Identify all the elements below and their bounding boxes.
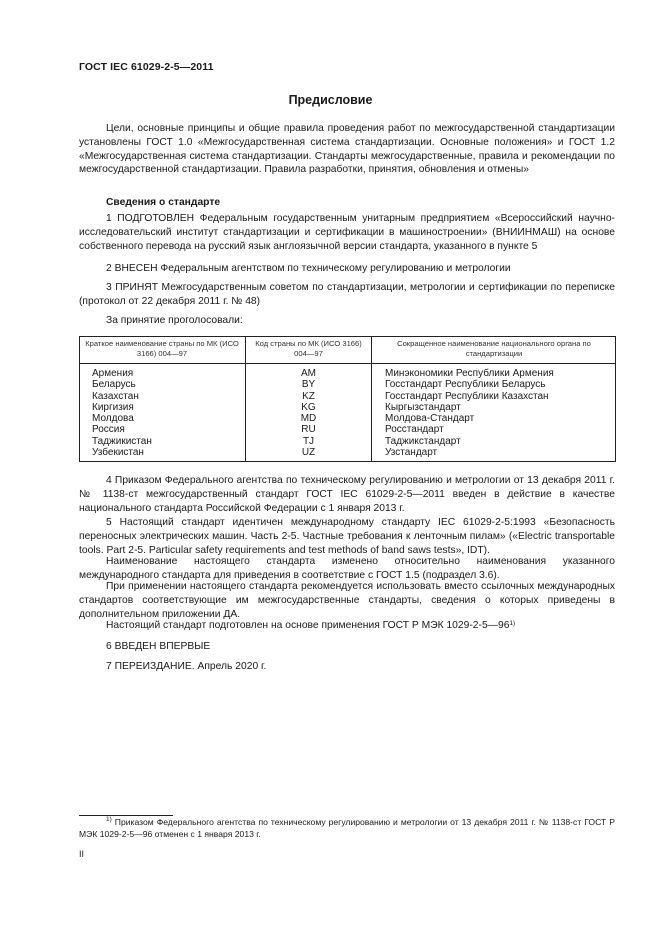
table-cell-body: Госстандарт Республики Беларусь	[372, 379, 617, 390]
footnote-marker: 1)	[106, 816, 112, 823]
item-5: 5 Настоящий стандарт идентичен международному стандарту IEC 61029-2-5:1993 «Безопасность переносных электрических машин. Часть 2-5. Частные требования к ленточным пилам» («Electric transportable tools. Part 2-5. Particular safety requirements and test methods of band saws tests», IDT).	[79, 517, 615, 556]
intro-paragraph: Цели, основные принципы и общие правила проведения работ по межгосударственной стандартизации установлены ГОСТ 1.0 «Межгосударственная система стандартизации. Основные положения» и ГОСТ 1.2 «Межгосударственная система стандартизации. Стандарты межгосударственные, правила и рекомендации по межгосударственной стандартизации. Правила разработки, принятия, обновления и отмены»	[79, 123, 615, 176]
item-5-references-note: При применении настоящего стандарта рекомендуется использовать вместо ссылочных международных стандартов соответствующие им межгосударственные стандарты, сведения о которых приведены в дополнительном приложении ДА.	[79, 581, 615, 620]
basis-text: Настоящий стандарт подготовлен на основе применения ГОСТ Р МЭК 1029-2-5—96	[106, 620, 510, 631]
table-row	[79, 391, 616, 402]
table-cell-code: UZ	[246, 447, 372, 461]
table-cell-body: Молдова-Стандарт	[372, 413, 617, 424]
item-2: 2 ВНЕСЕН Федеральным агентством по техническому регулированию и метрологии	[106, 263, 511, 274]
table-cell-country: Казахстан	[92, 390, 139, 402]
table-header-body: Сокращенное наименование национального органа по стандартизации	[372, 336, 617, 364]
table-header-code: Код страны по МК (ИСО 3166) 004—97	[246, 336, 372, 364]
document-header: ГОСТ IEC 61029-2-5—2011	[79, 61, 214, 73]
item-7: 7 ПЕРЕИЗДАНИЕ. Апрель 2020 г.	[106, 661, 267, 672]
table-cell-body: Таджикстандарт	[372, 436, 617, 447]
page-title: Предисловие	[288, 93, 373, 107]
footnote-text: Приказом Федерального агентства по техническому регулированию и метрологии от 13 декабря 2011 г. № 1138-ст ГОСТ Р МЭК 1029-2-5—96 отменен с 1 января 2013 г.	[79, 817, 616, 839]
table-cell-country: Узбекистан	[92, 447, 144, 459]
footnote	[79, 816, 615, 840]
table-cell-country: Беларусь	[92, 379, 136, 391]
vote-intro: За принятие проголосовали:	[106, 315, 243, 326]
table-row	[79, 364, 616, 380]
page-number: II	[79, 849, 85, 859]
table-cell-code: KZ	[246, 391, 372, 402]
item-5-rename-note: Наименование настоящего стандарта изменено относительно наименования указанного международного стандарта для приведения в соответствие с ГОСТ 1.5 (подраздел 3.6).	[79, 556, 615, 581]
item-6: 6 ВВЕДЕН ВПЕРВЫЕ	[106, 641, 211, 652]
table-row	[79, 436, 616, 447]
table-cell-code: MD	[246, 413, 372, 424]
item-5-basis-note	[79, 619, 615, 633]
table-cell-country: Армения	[92, 368, 134, 379]
item-1: 1 ПОДГОТОВЛЕН Федеральным государственным унитарным предприятием «Всероссийский научно-исследовательский институт стандартизации и сертификации в машиностроении» (ВНИИНМАШ) на основе собственного перевода на русский язык англоязычной версии стандарта, указанного в пункте 5	[79, 213, 615, 252]
table-row	[79, 402, 616, 413]
table-row	[79, 424, 616, 435]
table-cell-country: Молдова	[92, 413, 134, 425]
table-row	[79, 379, 616, 390]
table-cell-code: AM	[246, 364, 372, 380]
table-cell-body: Росстандарт	[372, 424, 617, 435]
table-cell-body: Узстандарт	[372, 447, 617, 461]
footnote-marker[interactable]: 1)	[509, 620, 516, 627]
table-cell-body: Госстандарт Республики Казахстан	[372, 391, 617, 402]
table-header-row	[79, 336, 616, 364]
section-title: Сведения о стандарте	[106, 197, 221, 208]
table-cell-country: Таджикистан	[92, 435, 152, 447]
table-cell-code: KG	[246, 402, 372, 413]
table-cell-code: BY	[246, 379, 372, 390]
table-cell-code: RU	[246, 424, 372, 435]
table-cell-body: Кыргызстандарт	[372, 402, 617, 413]
table-cell-code: TJ	[246, 436, 372, 447]
table-header-country: Краткое наименование страны по МК (ИСО 3166) 004—97	[79, 336, 246, 364]
table-cell-country: Россия	[92, 424, 125, 436]
table-row	[79, 447, 616, 461]
item-3: 3 ПРИНЯТ Межгосударственным советом по стандартизации, метрологии и сертификации по переписке (протокол от 22 декабря 2011 г. № 48)	[79, 282, 615, 307]
table-cell-body: Минэкономики Республики Армения	[372, 364, 617, 380]
table-row	[79, 413, 616, 424]
table-cell-country: Киргизия	[92, 401, 134, 413]
item-4: 4 Приказом Федерального агентства по техническому регулированию и метрологии от 13 декабря 2011 г. № 1138-ст межгосударственный стандарт ГОСТ IEC 61029-2-5—2011 введен в действие в качестве национального стандарта Российской Федерации с 1 января 2013 г.	[79, 475, 615, 514]
voting-table	[79, 336, 616, 461]
